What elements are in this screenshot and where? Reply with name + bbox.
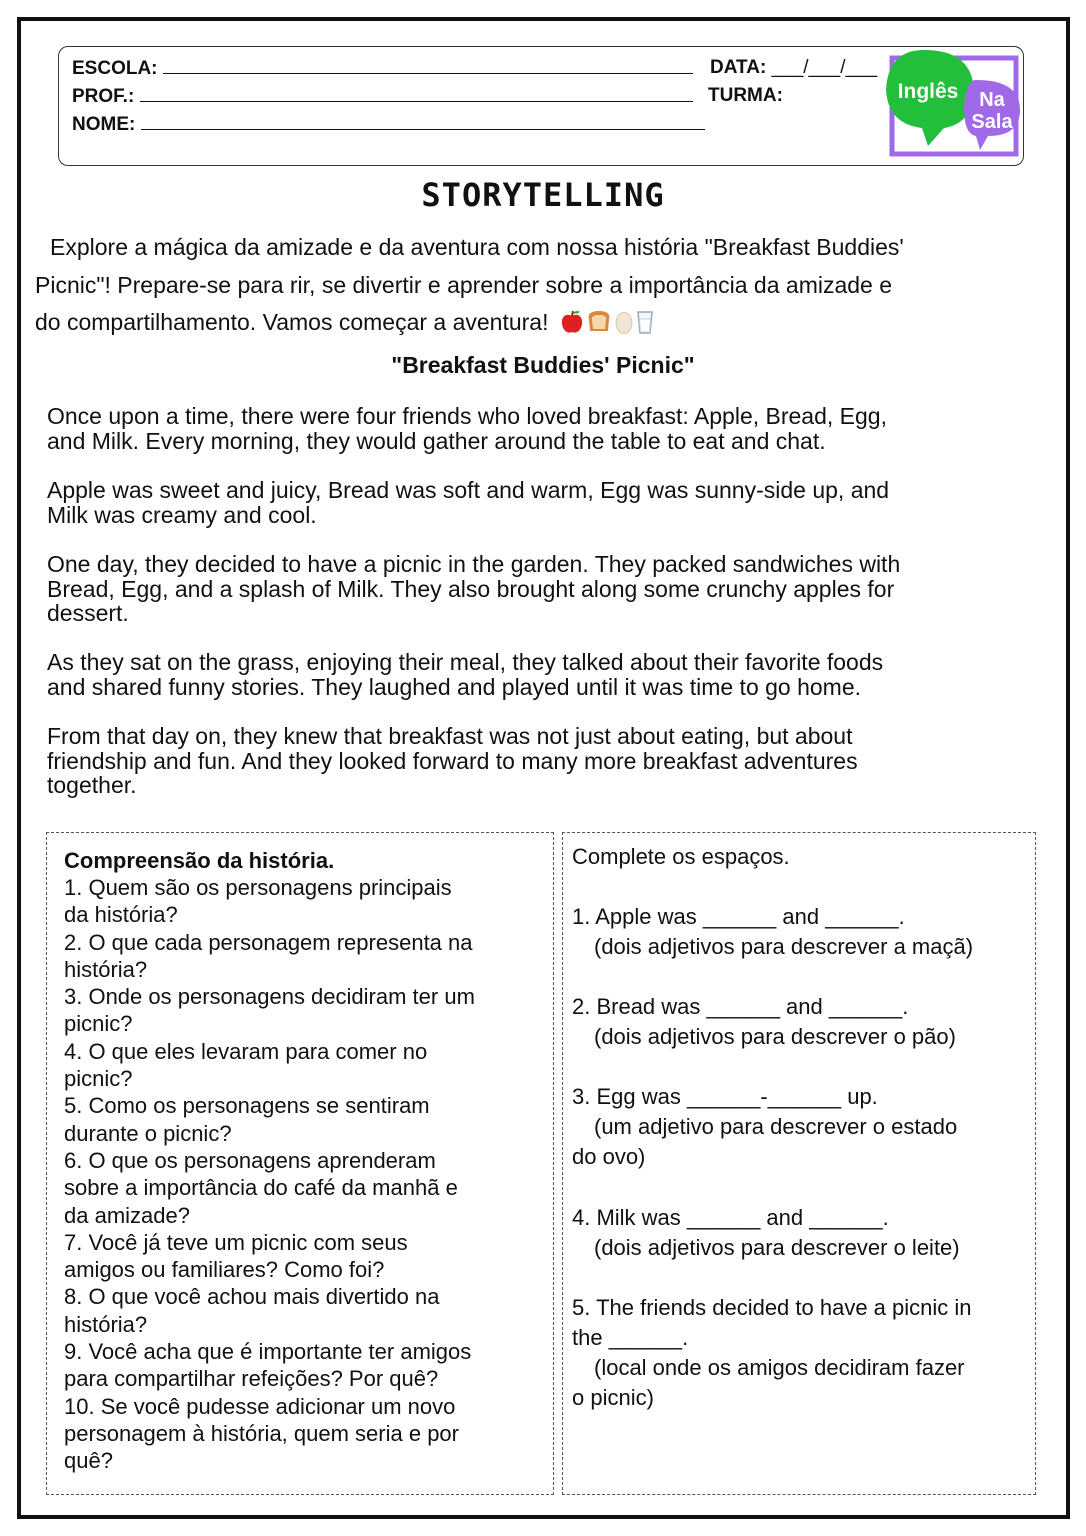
question-line: 5. Como os personagens se sentiram bbox=[64, 1093, 430, 1119]
story-p5-line-3: together. bbox=[47, 772, 137, 798]
question-line: personagem à história, quem seria e por bbox=[64, 1420, 459, 1446]
complete-item-5 bbox=[572, 1293, 1042, 1413]
story-paragraph-2 bbox=[47, 478, 1047, 527]
story-p2-line-1: Apple was sweet and juicy, Bread was soft and warm, Egg was sunny-side up, and bbox=[47, 477, 890, 503]
logo-word-ingles: Inglês bbox=[897, 80, 959, 103]
question-line: da história? bbox=[64, 902, 178, 928]
nome-label: NOME: bbox=[72, 114, 136, 135]
complete-item-5-hint: (local onde os amigos decidiram fazer bbox=[594, 1355, 965, 1380]
emoji-row bbox=[561, 310, 653, 334]
question-line: quê? bbox=[64, 1448, 113, 1474]
question-line: história? bbox=[64, 1311, 148, 1337]
complete-item-3-hint-2: do ovo) bbox=[572, 1144, 646, 1169]
intro-line-1: Explore a mágica da amizade e da aventura com nossa história "Breakfast Buddies' bbox=[50, 234, 904, 260]
comprehension-heading: Compreensão da história. bbox=[64, 848, 335, 873]
question-line: picnic? bbox=[64, 1011, 133, 1037]
intro-line-3-wrap bbox=[35, 304, 1045, 342]
question-line: 2. O que cada personagem representa na bbox=[64, 929, 473, 955]
story-paragraph-5 bbox=[47, 724, 1047, 798]
question-line: sobre a importância do café da manhã e bbox=[64, 1175, 458, 1201]
data-field[interactable]: ___/___/___ bbox=[771, 57, 878, 78]
question-line: picnic? bbox=[64, 1066, 133, 1092]
question-line: 10. Se você pudesse adicionar um novo bbox=[64, 1393, 456, 1419]
comprehension-questions bbox=[64, 874, 552, 1475]
complete-item-2-hint: (dois adjetivos para descrever o pão) bbox=[594, 1024, 956, 1049]
complete-item-3 bbox=[572, 1082, 1042, 1172]
question-line: história? bbox=[64, 956, 148, 982]
prof-label: PROF.: bbox=[72, 86, 135, 107]
data-label: DATA: bbox=[710, 57, 767, 78]
bread-emoji bbox=[587, 310, 611, 332]
nome-line bbox=[72, 113, 705, 136]
milk-emoji bbox=[637, 310, 653, 334]
story-p1-line-1: Once upon a time, there were four friends who loved breakfast: Apple, Bread, Egg, bbox=[47, 403, 887, 429]
question-line: 6. O que os personagens aprenderam bbox=[64, 1147, 436, 1173]
question-line: 7. Você já teve um picnic com seus bbox=[64, 1229, 408, 1255]
complete-item-5-line: 5. The friends decided to have a picnic in bbox=[572, 1295, 972, 1320]
intro-line-3: do compartilhamento. Vamos começar a aventura! bbox=[35, 309, 549, 335]
data-line bbox=[710, 57, 877, 79]
complete-item-4-hint: (dois adjetivos para descrever o leite) bbox=[594, 1235, 960, 1260]
complete-item-4-line[interactable]: 4. Milk was ______ and ______. bbox=[572, 1205, 889, 1230]
story-p2-line-2: Milk was creamy and cool. bbox=[47, 501, 317, 528]
complete-item-3-line[interactable]: 3. Egg was ______-______ up. bbox=[572, 1084, 878, 1109]
complete-item-1-hint: (dois adjetivos para descrever a maçã) bbox=[594, 934, 974, 959]
complete-item-1 bbox=[572, 902, 1042, 962]
question-line: 3. Onde os personagens decidiram ter um bbox=[64, 984, 475, 1010]
ingles-na-sala-logo bbox=[884, 50, 1022, 158]
question-line: 4. O que eles levaram para comer no bbox=[64, 1038, 428, 1064]
page-title: STORYTELLING bbox=[421, 176, 665, 214]
intro-line-2: Picnic"! Prepare-se para rir, se divertir e aprender sobre a importância da amizade e bbox=[35, 271, 893, 298]
question-line: da amizade? bbox=[64, 1202, 190, 1228]
story-p1-line-2: and Milk. Every morning, they would gather around the table to eat and chat. bbox=[47, 427, 826, 454]
story-p3-line-2: Bread, Egg, and a splash of Milk. They also brought along some crunchy apples for bbox=[47, 575, 895, 602]
question-line: amigos ou familiares? Como foi? bbox=[64, 1257, 385, 1283]
story-p3-line-3: dessert. bbox=[47, 600, 129, 626]
story-p5-line-2: friendship and fun. And they looked forward to many more breakfast adventures bbox=[47, 747, 858, 774]
story-paragraph-3 bbox=[47, 552, 1047, 626]
story-p3-line-1: One day, they decided to have a picnic in the garden. They packed sandwiches with bbox=[47, 551, 901, 577]
escola-line bbox=[72, 57, 693, 80]
story-p4-line-2: and shared funny stories. They laughed and played until it was time to go home. bbox=[47, 673, 862, 700]
story-paragraph-4 bbox=[47, 650, 1047, 699]
complete-item-5-line-2[interactable]: the ______. bbox=[572, 1325, 689, 1350]
complete-item-2 bbox=[572, 992, 1042, 1052]
turma-label: TURMA: bbox=[708, 85, 783, 106]
complete-item-3-hint: (um adjetivo para descrever o estado bbox=[594, 1114, 958, 1139]
apple-emoji bbox=[561, 310, 583, 334]
egg-emoji bbox=[615, 310, 633, 334]
complete-item-2-line[interactable]: 2. Bread was ______ and ______. bbox=[572, 994, 909, 1019]
complete-item-4 bbox=[572, 1203, 1042, 1263]
prof-field[interactable] bbox=[140, 85, 693, 102]
question-line: 8. O que você achou mais divertido na bbox=[64, 1284, 440, 1310]
complete-item-1-line[interactable]: 1. Apple was ______ and ______. bbox=[572, 904, 905, 929]
complete-heading: Complete os espaços. bbox=[572, 844, 790, 869]
question-line: 9. Você acha que é importante ter amigos bbox=[64, 1339, 472, 1365]
nome-field[interactable] bbox=[141, 113, 705, 130]
complete-item-5-hint-2: o picnic) bbox=[572, 1385, 654, 1410]
story-p4-line-1: As they sat on the grass, enjoying their meal, they talked about their favorite foods bbox=[47, 649, 884, 675]
logo-word-na: Na bbox=[979, 89, 1005, 111]
story-paragraph-1 bbox=[47, 404, 1047, 453]
prof-line bbox=[72, 85, 693, 108]
logo-word-sala: Sala bbox=[971, 111, 1013, 133]
story-p5-line-1: From that day on, they knew that breakfast was not just about eating, but about bbox=[47, 723, 853, 749]
intro-text bbox=[35, 229, 1045, 342]
escola-field[interactable] bbox=[163, 57, 693, 74]
question-line: para compartilhar refeições? Por quê? bbox=[64, 1366, 439, 1392]
question-line: 1. Quem são os personagens principais bbox=[64, 875, 452, 900]
turma-line bbox=[708, 85, 783, 107]
question-line: durante o picnic? bbox=[64, 1120, 232, 1146]
escola-label: ESCOLA: bbox=[72, 58, 158, 79]
story-title: "Breakfast Buddies' Picnic" bbox=[391, 352, 695, 378]
